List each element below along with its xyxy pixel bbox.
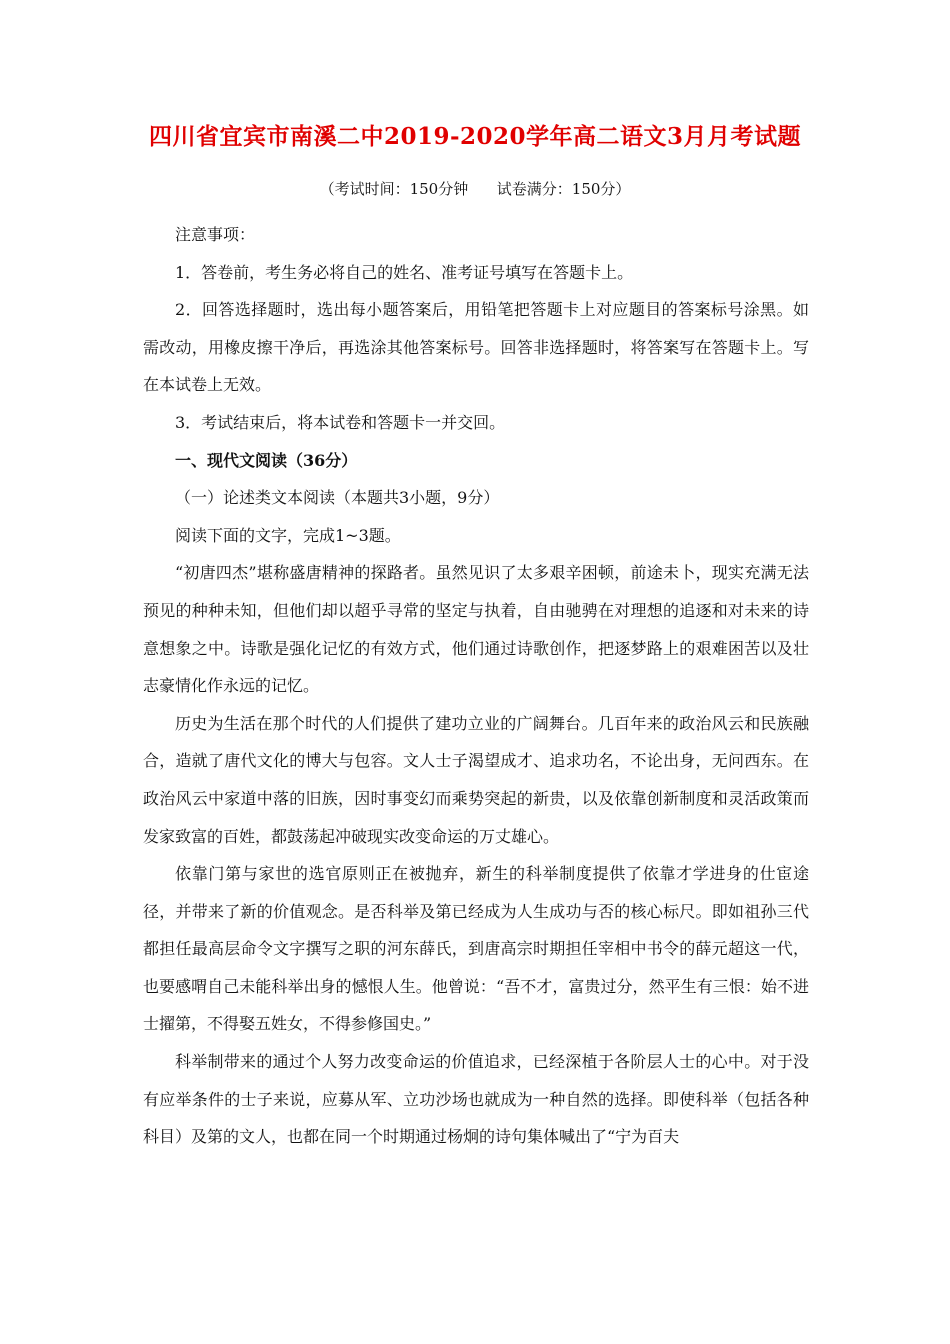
passage-paragraph: 历史为生活在那个时代的人们提供了建功立业的广阔舞台。几百年来的政治风云和民族融合，造就了唐代文化的博大与包容。文人士子渴望成才、追求功名，不论出身，无问西东。在政治风云中家道中落的旧族，因时事变幻而乘势突起的新贵，以及依靠创新制度和灵活政策而发家致富的百姓，都鼓荡起冲破现实改变命运的万丈雄心。 bbox=[143, 713, 809, 846]
passage-paragraph: “初唐四杰”堪称盛唐精神的探路者。虽然见识了太多艰辛困顿，前途未卜，现实充满无法预见的种种未知，但他们却以超乎寻常的坚定与执着，自由驰骋在对理想的追逐和对未来的诗意想象之中。诗歌是强化记忆的有效方式，他们通过诗歌创作，把逐梦路上的艰难困苦以及壮志豪情化作永远的记忆。 bbox=[143, 563, 809, 696]
passage-paragraph: 科举制带来的通过个人努力改变命运的价值追求，已经深植于各阶层人士的心中。对于没有应举条件的士子来说，应募从军、立功沙场也就成为一种自然的选择。即使科举（包括各种科目）及第的文人，也都在同一个时期通过杨炯的诗句集体喊出了“宁为百夫 bbox=[143, 1052, 809, 1147]
reading-instruction: 阅读下面的文字，完成1~3题。 bbox=[175, 525, 401, 545]
document-body bbox=[143, 216, 809, 1156]
document-title: 四川省宜宾市南溪二中2019-2020学年高二语文3月月考试题 bbox=[148, 123, 802, 150]
note-item: 3．考试结束后，将本试卷和答题卡一并交回。 bbox=[175, 412, 506, 432]
note-item: 1．答卷前，考生务必将自己的姓名、准考证号填写在答题卡上。 bbox=[175, 262, 634, 282]
passage-paragraph: 依靠门第与家世的选官原则正在被抛弃，新生的科举制度提供了依靠才学进身的仕宦途径，并带来了新的价值观念。是否科举及第已经成为人生成功与否的核心标尺。即如祖孙三代都担任最高层命令文字撰写之职的河东薛氏，到唐高宗时期担任宰相中书令的薛元超这一代，也要感喟自己未能科举出身的憾恨人生。他曾说：“吾不才，富贵过分，然平生有三恨：始不进士擢第，不得娶五姓女，不得参修国史。” bbox=[143, 864, 809, 1034]
exam-info: （考试时间：150分钟 试卷满分：150分） bbox=[319, 180, 631, 198]
section-heading: 一、现代文阅读（36分） bbox=[175, 450, 358, 470]
subsection-heading: （一）论述类文本阅读（本题共3小题，9分） bbox=[175, 488, 500, 508]
note-item: 2．回答选择题时，选出每小题答案后，用铅笔把答题卡上对应题目的答案标号涂黑。如需改动，用橡皮擦干净后，再选涂其他答案标号。回答非选择题时，将答案写在答题卡上。写在本试卷上无效。 bbox=[143, 300, 809, 395]
notes-heading: 注意事项： bbox=[175, 225, 256, 244]
